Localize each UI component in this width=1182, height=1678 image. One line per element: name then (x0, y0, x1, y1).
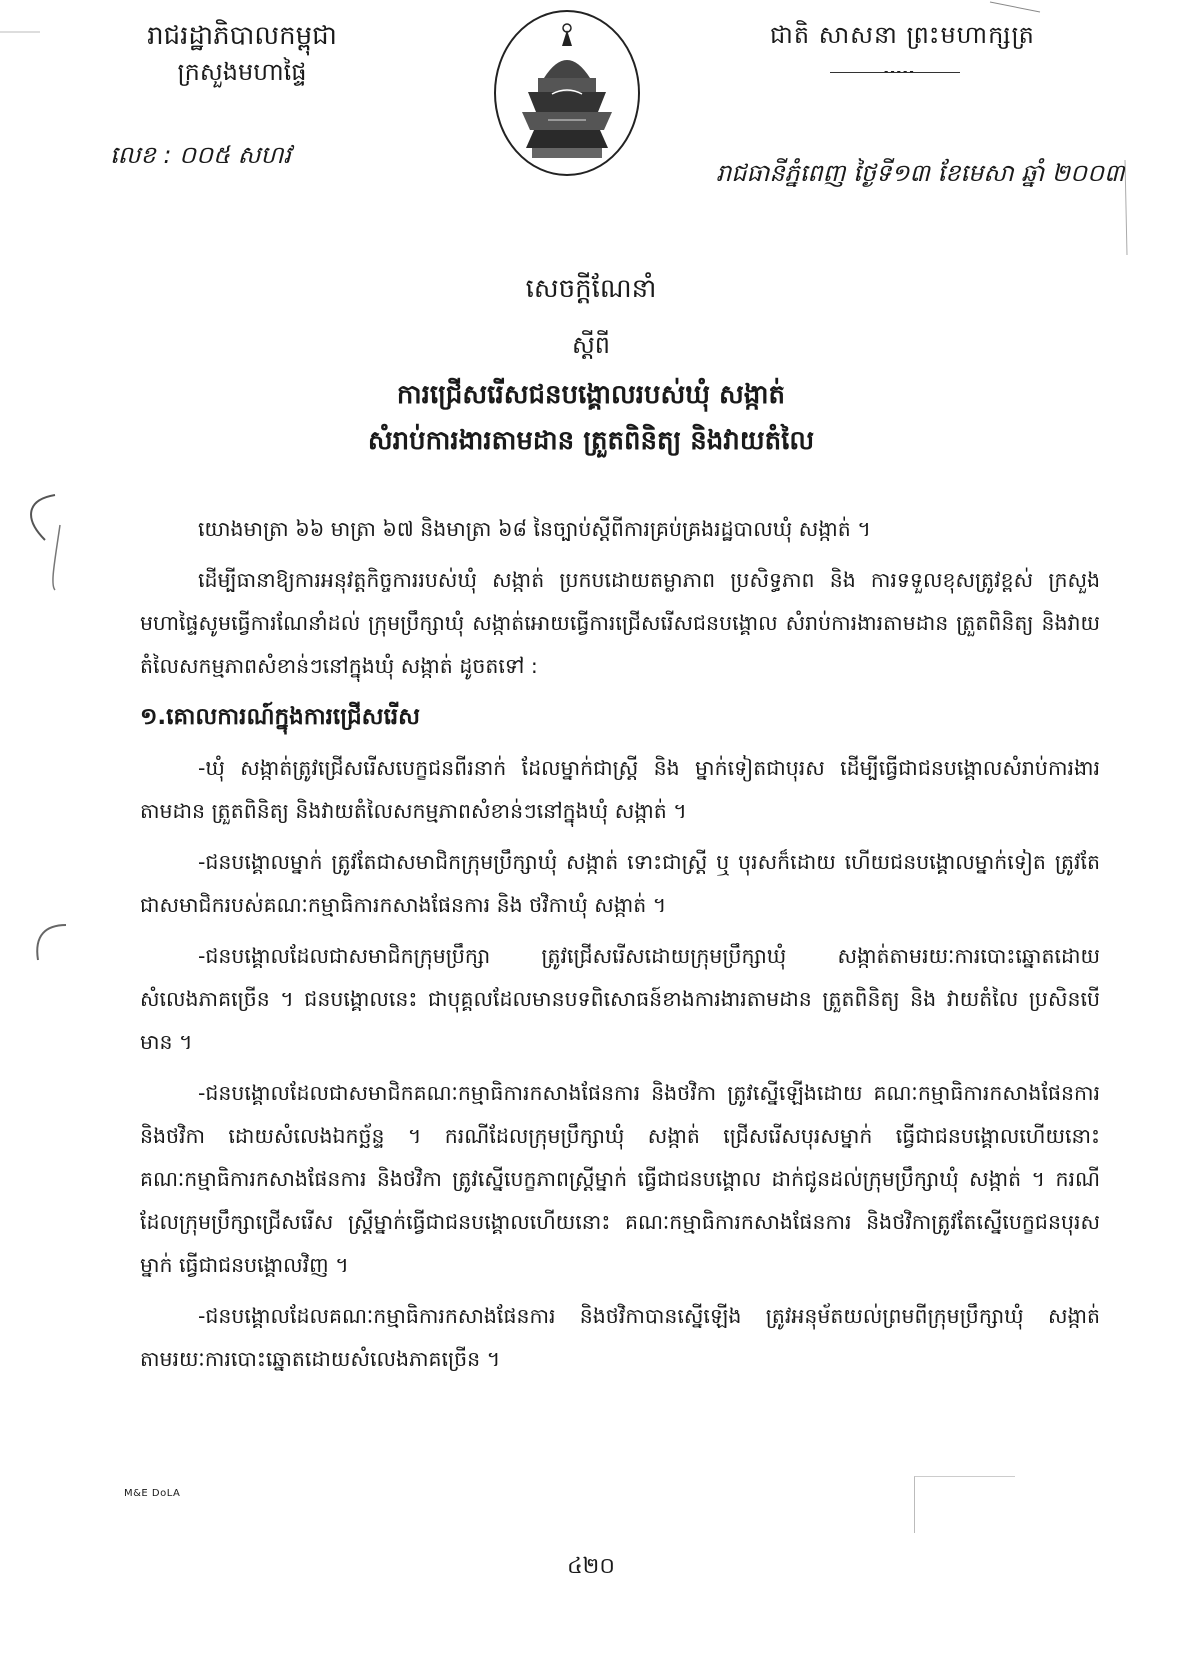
ministry-name: ក្រសួងមហាផ្ទៃ (177, 58, 307, 86)
reference-number: លេខ : ០០៥ សហវ (110, 141, 291, 169)
document-type: សេចក្តីណែនាំ (525, 274, 657, 304)
scan-corner-mark (914, 1476, 1015, 1533)
list-item: -ជនបង្គោលដែលគណៈកម្មាធិការកសាងផែនការ និងថវិកាបានស្នើឡើង ត្រូវអនុម័តយល់ព្រមពីក្រុមប្រឹក្សាឃុំ សង្កាត់ តាមរយៈការបោះឆ្នោតដោយសំលេងភាគច្រើន ។ (140, 1304, 1100, 1371)
royal-crown-emblem-icon (492, 8, 642, 178)
nation-motto: ជាតិ សាសនា ព្រះមហាក្សត្រ (770, 21, 1035, 49)
section-heading: ១.គោលការណ៍ក្នុងការជ្រើសរើស (140, 704, 421, 730)
list-item: -ឃុំ សង្កាត់ត្រូវជ្រើសរើសបេក្ខជនពីរនាក់ ដែលម្នាក់ជាស្ត្រី និង ម្នាក់ទៀតជាបុរស ដើម្បីធ្វើជាជនបង្គោលសំរាប់ការងារតាមដាន ត្រួតពិនិត្យ និងវាយតំលៃសកម្មភាពសំខាន់ៗនៅក្នុងឃុំ សង្កាត់ ។ (140, 756, 1100, 823)
ministry-header (112, 18, 372, 90)
date-line: រាជធានីភ្នំពេញ ថ្ងៃទី១៣ ខែមេសា ឆ្នាំ ២០០៣ (716, 159, 1125, 187)
intro-paragraph: យោងមាត្រា ៦៦ មាត្រា ៦៧ និងមាត្រា ៦៨ នៃច្បាប់ស្តីពីការគ្រប់គ្រងរដ្ឋបាលឃុំ សង្កាត់ ។ (198, 517, 871, 541)
decorative-rule: ----- (830, 72, 960, 73)
purpose-paragraph: ដើម្បីធានាឱ្យការអនុវត្តកិច្ចការរបស់ឃុំ សង្កាត់ ប្រកបដោយតម្លាភាព ប្រសិទ្ធភាព និង ការទទួលខុសត្រូវខ្ពស់ ក្រសួងមហាផ្ទៃសូមធ្វើការណែនាំដល់ ក្រុមប្រឹក្សាឃុំ សង្កាត់អោយធ្វើការជ្រើសរើសជនបង្គោល សំរាប់ការងារតាមដាន ត្រួតពិនិត្យ និងវាយតំលៃសកម្មភាពសំខាន់ៗនៅក្នុងឃុំ សង្កាត់ ដូចតទៅ : (140, 568, 1100, 678)
document-about: ស្តីពី (571, 331, 611, 359)
subject-line-2: សំរាប់ការងារតាមដាន ត្រួតពិនិត្យ និងវាយតំលៃ (367, 426, 815, 456)
document-body (140, 508, 1100, 1389)
list-item: -ជនបង្គោលដែលជាសមាជិកគណៈកម្មាធិការកសាងផែនការ និងថវិកា ត្រូវស្នើឡើងដោយ គណៈកម្មាធិការកសាងផែនការ និងថវិកា ដោយសំលេងឯកច្ឆ័ន្ទ ។ ករណីដែលក្រុមប្រឹក្សាឃុំ សង្កាត់ ជ្រើសរើសបុរសម្នាក់ ធ្វើជាជនបង្គោលហើយនោះ គណៈកម្មាធិការកសាងផែនការ និងថវិកា ត្រូវស្នើបេក្ខភាពស្ត្រីម្នាក់ ធ្វើជាជនបង្គោល ដាក់ជូនដល់ក្រុមប្រឹក្សាឃុំ សង្កាត់ ។ ករណីដែលក្រុមប្រឹក្សាជ្រើសរើស ស្ត្រីម្នាក់ធ្វើជាជនបង្គោលហើយនោះ គណៈកម្មាធិការកសាងផែនការ និងថវិកាត្រូវតែស្នើបេក្ខជនបុរសម្នាក់ ធ្វើជាជនបង្គោលវិញ ។ (140, 1081, 1100, 1277)
footer-code: M&E DoLA (124, 1488, 181, 1499)
list-item: -ជនបង្គោលម្នាក់ ត្រូវតែជាសមាជិកក្រុមប្រឹក្សាឃុំ សង្កាត់ ទោះជាស្ត្រី ឬ បុរសក៏ដោយ ហើយជនបង្គោលម្នាក់ទៀត ត្រូវតែជាសមាជិករបស់គណៈកម្មាធិការកសាងផែនការ និង ថវិកាឃុំ សង្កាត់ ។ (140, 850, 1100, 917)
page-number: ៤២០ (567, 1554, 615, 1579)
government-name: រាជរដ្ឋាភិបាលកម្ពុជា (147, 21, 337, 51)
subject-line-1: ការជ្រើសរើសជនបង្គោលរបស់ឃុំ សង្កាត់ (396, 380, 786, 410)
list-item: -ជនបង្គោលដែលជាសមាជិកក្រុមប្រឹក្សា ត្រូវជ្រើសរើសដោយក្រុមប្រឹក្សាឃុំ សង្កាត់តាមរយៈការបោះឆ្នោតដោយសំលេងភាគច្រើន ។ ជនបង្គោលនេះ ជាបុគ្គលដែលមានបទពិសោធន៍ខាងការងារតាមដាន ត្រួតពិនិត្យ និង វាយតំលៃ ប្រសិនបើមាន ។ (140, 944, 1100, 1054)
